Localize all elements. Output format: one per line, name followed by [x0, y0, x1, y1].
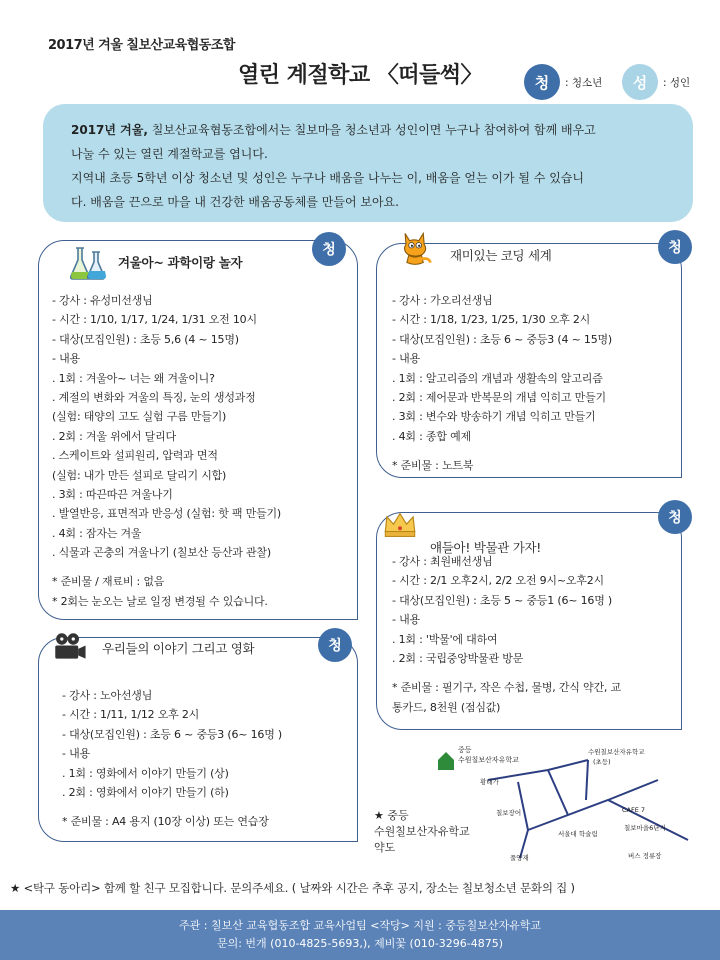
science-line: . 4회 : 잠자는 겨울: [52, 526, 142, 540]
card-science-body: [52, 291, 281, 611]
science-line: (실험: 내가 만든 설피로 달리기 시합): [52, 468, 227, 482]
science-notes: [52, 572, 281, 611]
map-label: 풀양재: [510, 854, 529, 862]
intro-line-1: [71, 118, 667, 142]
science-line: . 계절의 변화와 겨울의 특징, 눈의 생성과정: [52, 390, 256, 404]
map-label: CAFE 7: [622, 806, 646, 814]
map-label: 버스 정류장: [628, 852, 662, 860]
coding-line: - 시간 : 1/18, 1/23, 1/25, 1/30 오후 2시: [392, 313, 591, 327]
legend-youth: [524, 64, 602, 100]
museum-line: . 2회 : 국립중앙박물관 방문: [392, 651, 524, 665]
card-coding-head: [396, 224, 552, 272]
coding-note: * 준비물 : 노트북: [392, 459, 474, 473]
map-caption-line: ★ 중등: [374, 809, 409, 822]
intro-line-4: 다. 배움을 끈으로 마을 내 건강한 배움공동체를 만들어 보아요.: [71, 195, 399, 209]
scratch-cat-icon: [396, 224, 436, 272]
coding-line: . 3회 : 변수와 방송하기 개념 익히고 만들기: [392, 410, 596, 424]
card-museum-body: [392, 552, 621, 717]
map-caption-line: 약도: [374, 841, 396, 854]
coding-notes: [392, 456, 612, 475]
intro-line-3: 지역내 초등 5학년 이상 청소년 및 성인은 누구나 배움을 나누는 이, 배움을 얻는 이가 될 수 있습니: [71, 171, 584, 185]
map-label: 서울대 학술림: [558, 830, 598, 838]
coding-line: . 4회 : 종합 예제: [392, 429, 471, 443]
science-line: . 스케이트와 설피원리, 압력과 면적: [52, 449, 218, 463]
science-line: . 2회 : 겨울 위에서 달리다: [52, 429, 176, 443]
club-notice: ★ <탁구 동아리> 함께 할 친구 모집합니다. 문의주세요. ( 날짜와 시간은 추후 공지, 장소는 칠보청소년 문화의 집 ): [10, 881, 575, 895]
card-movie-head: [52, 630, 254, 666]
footer-line-1: 주관 : 칠보산 교육협동조합 교육사업팀 <작당> 지원 : 중등칠보산자유학교: [179, 919, 541, 932]
movie-line: . 2회 : 영화에서 이야기 만들기 (하): [62, 785, 229, 799]
map-label: (초등): [593, 758, 611, 766]
map-label: 중등: [458, 746, 472, 754]
card-science-title: 겨울아~ 과학이랑 놀자: [118, 255, 243, 270]
museum-note: 통카드, 8천원 (점심값): [392, 700, 501, 714]
map-label: 수원칠보산자유학교: [588, 748, 645, 756]
science-line: - 대상(모집인원) : 초등 5,6 (4 ~ 15명): [52, 332, 239, 346]
map-label: 황태가: [480, 778, 499, 786]
museum-note: * 준비물 : 필기구, 작은 수첩, 물병, 간식 약간, 교: [392, 681, 621, 695]
museum-line: - 시간 : 2/1 오후2시, 2/2 오전 9시~오후2시: [392, 574, 604, 588]
museum-line: - 내용: [392, 613, 420, 627]
adult-label: : 성인: [663, 76, 691, 89]
map-label: 수원칠보산자유학교: [458, 756, 519, 764]
youth-mark: 청: [524, 64, 560, 100]
intro-highlight: 2017년 겨울,: [71, 123, 148, 137]
film-camera-icon: [52, 630, 88, 666]
movie-notes: [62, 812, 282, 831]
science-line: . 발열반응, 표면적과 반응성 (실험: 핫 팩 만들기): [52, 507, 282, 521]
coding-line: - 대상(모집인원) : 초등 6 ~ 중등3 (4 ~ 15명): [392, 332, 613, 346]
card-movie-body: [62, 686, 282, 832]
footer-line-2: 문의: 번개 (010-4825-5693,), 제비꽃 (010-3296-4875): [216, 937, 504, 950]
coding-line: . 2회 : 제어문과 반복문의 개념 익히고 만들기: [392, 390, 606, 404]
science-line: - 시간 : 1/10, 1/17, 1/24, 1/31 오전 10시: [52, 313, 257, 327]
legend-adult: [622, 64, 690, 100]
science-line: (실험: 태양의 고도 실험 구름 만들기): [52, 410, 227, 424]
museum-line: - 강사 : 최원배선생님: [392, 555, 493, 568]
movie-line: . 1회 : 영화에서 이야기 만들기 (상): [62, 766, 229, 780]
museum-line: . 1회 : '박물'에 대하여: [392, 632, 498, 646]
adult-mark: 성: [622, 64, 658, 100]
museum-notes: [392, 678, 621, 717]
movie-note: * 준비물 : A4 용지 (10장 이상) 또는 연습장: [62, 815, 269, 829]
science-line: . 식물과 곤충의 겨울나기 (칠보산 등산과 관찰): [52, 546, 271, 560]
museum-line: - 대상(모집인원) : 초등 5 ~ 중등1 (6~ 16명 ): [392, 593, 613, 607]
card-coding-title: 재미있는 코딩 세계: [450, 248, 552, 263]
science-note: * 2회는 눈오는 날로 일정 변경될 수 있습니다.: [52, 594, 268, 608]
badge-museum: 청: [658, 500, 692, 534]
card-movie-title: 우리들의 이야기 그리고 영화: [102, 641, 255, 656]
science-line: - 내용: [52, 352, 80, 366]
movie-line: - 대상(모집인원) : 초등 6 ~ 중등3 (6~ 16명 ): [62, 727, 283, 741]
movie-line: - 강사 : 노아선생님: [62, 689, 153, 702]
card-science-head: [68, 240, 242, 284]
coding-line: - 강사 : 가오리선생님: [392, 294, 493, 307]
movie-line: - 내용: [62, 747, 90, 761]
school-marker-icon: [438, 752, 454, 770]
youth-label: : 청소년: [565, 76, 603, 89]
badge-movie: 청: [318, 628, 352, 662]
location-map: [418, 740, 698, 870]
coding-line: . 1회 : 알고리즘의 개념과 생활속의 알고리즘: [392, 371, 603, 385]
map-caption-line: 수원칠보산자유학교: [374, 825, 470, 838]
badge-science: 청: [312, 232, 346, 266]
coding-line: - 내용: [392, 352, 420, 366]
intro-line-2: 나눌 수 있는 열린 계절학교를 엽니다.: [71, 147, 268, 161]
map-label: 칠보마을6단지: [624, 824, 666, 832]
crown-icon: [382, 507, 418, 543]
footer: [0, 910, 720, 960]
page-title: 열린 계절학교 〈떠들썩〉: [237, 63, 483, 88]
flask-icon: [68, 240, 112, 284]
science-line: - 강사 : 유성미선생님: [52, 294, 153, 307]
card-coding-body: [392, 291, 612, 476]
science-note: * 준비물 / 재료비 : 없음: [52, 575, 165, 589]
movie-line: - 시간 : 1/11, 1/12 오후 2시: [62, 708, 200, 722]
intro-box: [43, 104, 693, 222]
science-line: . 3회 : 따끈따끈 겨울나기: [52, 487, 173, 501]
badge-coding: 청: [658, 230, 692, 264]
science-line: . 1회 : 겨울아~ 너는 왜 겨울이니?: [52, 371, 215, 385]
card-museum-title: 얘들아! 박물관 가자!: [430, 540, 541, 555]
map-label: 칠보장어: [496, 809, 522, 817]
org-title: 2017년 겨울 칠보산교육협동조합: [48, 38, 235, 53]
card-museum-head: [382, 494, 541, 556]
intro-line-1-rest: 칠보산교육협동조합에서는 칠보마을 청소년과 성인이면 누구나 참여하여 함께 배우고: [147, 123, 596, 137]
